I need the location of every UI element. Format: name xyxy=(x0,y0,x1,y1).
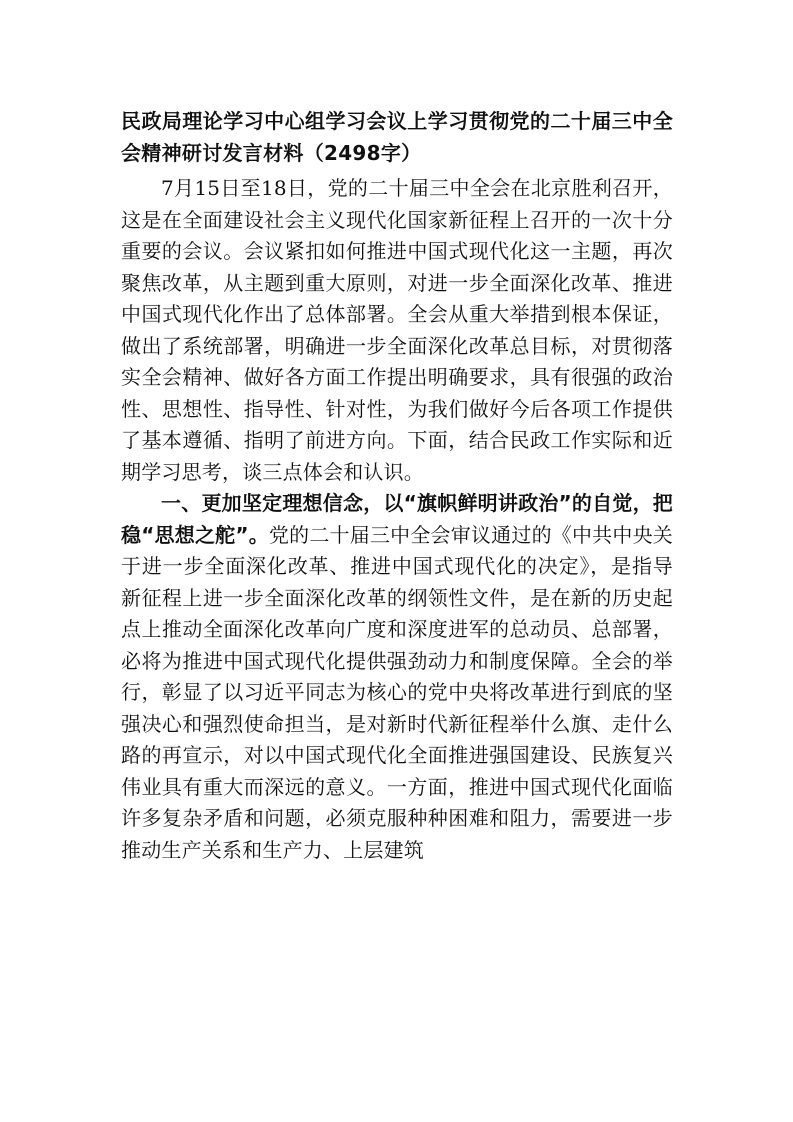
paragraph-intro-text: 7月15日至18日，党的二十届三中全会在北京胜利召开，这是在全面建设社会主义现代化国家新征程上召开的一次十分重要的会议。会议紧扣如何推进中国式现代化这一主题，再次聚焦改革，从主题到重大原则，对进一步全面深化改革、推进中国式现代化作出了总体部署。全会从重大举措到根本保证，做出了系统部署，明确进一步全面深化改革总目标，对贯彻落实全会精神、做好各方面工作提出明确要求，具有很强的政治性、思想性、指导性、针对性，为我们做好今后各项工作提供了基本遵循、指明了前进方向。下面，结合民政工作实际和近期学习思考，谈三点体会和认识。 xyxy=(121,176,673,484)
section-one-text: 党的二十届三中全会审议通过的《中共中央关于进一步全面深化改革、推进中国式现代化的决定》，是指导新征程上进一步全面深化改革的纲领性文件，是在新的历史起点上推动全面深化改革向广度和深度进军的总动员、总部署，必将为推进中国式现代化提供强劲动力和制度保障。全会的举行，彰显了以习近平同志为核心的党中央将改革进行到底的坚强决心和强烈使命担当，是对新时代新征程举什么旗、走什么路的再宣示，对以中国式现代化全面推进强国建设、民族复兴伟业具有重大而深远的意义。一方面，推进中国式现代化面临许多复杂矛盾和问题，必须克服种种困难和阻力，需要进一步推动生产关系和生产力、上层建筑 xyxy=(121,522,673,862)
paragraph-section-one xyxy=(121,488,673,866)
document-body xyxy=(121,105,673,866)
document-title: 民政局理论学习中心组学习会议上学习贯彻党的二十届三中全会精神研讨发言材料（2498字） xyxy=(121,109,673,165)
paragraph-intro xyxy=(121,173,673,488)
section-one-heading: 一、更加坚定理想信念，以“旗帜鲜明讲政治”的自觉，把稳“思想之舵”。 xyxy=(121,491,673,547)
